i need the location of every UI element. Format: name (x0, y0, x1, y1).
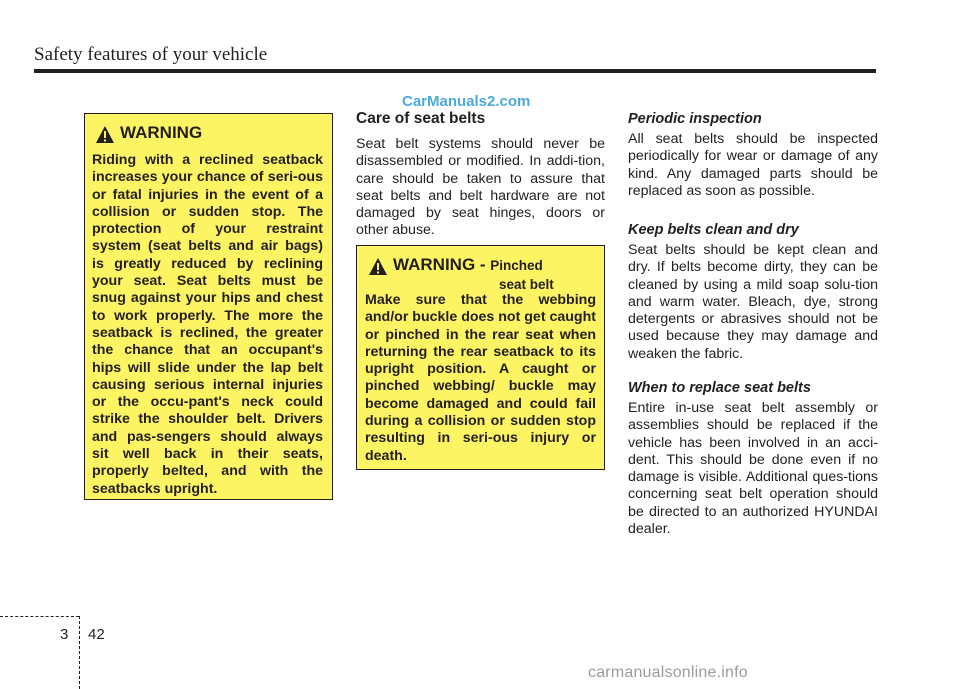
footer-rule-horizontal (0, 616, 79, 617)
clean-text: Seat belts should be kept clean and dry. If belts become dirty, they can be cleaned by using a mild soap solu-tion and warm water. Bleach, dye, strong detergents or abrasives should not be used because they may damage and weaken the fabric. (628, 242, 878, 362)
warning-header (92, 124, 323, 148)
warning-subtitle: Pinched (490, 258, 543, 273)
warning-subtitle-line2: seat belt (499, 277, 554, 292)
warning-text: Make sure that the webbing and/or buckle does not get caught or pinched in the rear seat when returning the rear seatback to its upright position. A caught or pinched webbing/ buckle may become damaged and could fail during a collision or sudden stop resulting in seri-ous injury or death. (365, 292, 596, 464)
warning-box-pinched-belt (356, 245, 605, 470)
page-number: 42 (88, 626, 105, 643)
header-rule (34, 69, 876, 73)
watermark-top: CarManuals2.com (402, 93, 531, 110)
page-chapter-number: 3 (60, 626, 69, 643)
warning-triangle-icon (368, 257, 388, 276)
warning-triangle-icon (95, 125, 115, 144)
section-title-care: Care of seat belts (356, 110, 486, 127)
periodic-text: All seat belts should be inspected periodically for wear or damage of any kind. Any damaged parts should be replaced as soon as possible. (628, 131, 878, 199)
subsection-title-periodic: Periodic inspection (628, 111, 762, 127)
warning-text: Riding with a reclined seatback increases your chance of seri-ous or fatal injuries in the event of a collision or sudden stop. The protection of your restraint system (seat belts and air bags) is greatly reduced by reclining your seat. Seat belts must be snug against your hips and chest to work properly. The more the seatback is reclined, the greater the chance that an occupant's hips will slide under the lap belt causing serious internal injuries or the occu-pant's neck could strike the shoulder belt. Drivers and pas-sengers should always sit well back in their seats, properly belted, and with the seatbacks upright. (92, 152, 323, 497)
warning-title: WARNING (120, 123, 203, 142)
warning-title-main: WARNING - (393, 255, 486, 274)
replace-text: Entire in-use seat belt assembly or assemblies should be replaced if the vehicle has been involved in an acci-dent. This should be done even if no damage is visible. Additional ques-tions concerning seat belt operation should be directed to an authorized HYUNDAI dealer. (628, 400, 878, 538)
warning-title (393, 256, 543, 274)
subsection-title-replace: When to replace seat belts (628, 380, 811, 396)
subsection-title-clean: Keep belts clean and dry (628, 222, 799, 238)
page-header-title: Safety features of your vehicle (34, 44, 268, 65)
watermark-bottom: carmanualsonline.info (588, 664, 748, 681)
footer-rule-vertical (79, 616, 80, 689)
care-text: Seat belt systems should never be disassembled or modified. In addi-tion, care should be taken to assure that seat belts and belt hardware are not damaged by seat hinges, doors or other abuse. (356, 136, 605, 239)
warning-header (365, 255, 596, 292)
warning-box-reclined-seatback (84, 113, 333, 500)
